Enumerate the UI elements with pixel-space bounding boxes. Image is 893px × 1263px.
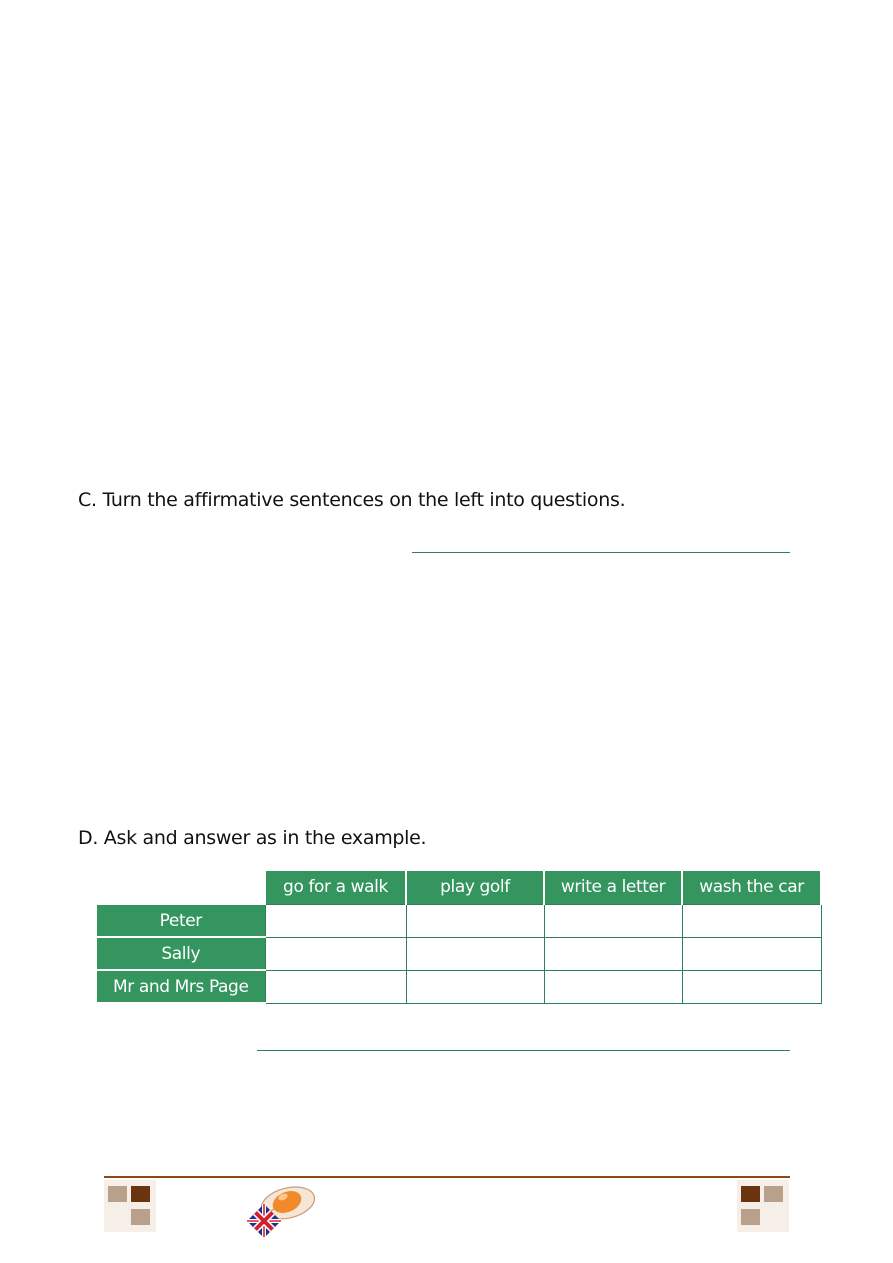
footer-rule bbox=[104, 1176, 790, 1178]
table-header-row bbox=[97, 871, 821, 904]
computer-mouse-with-uk-flag-icon bbox=[246, 1183, 318, 1237]
activity-table bbox=[97, 871, 822, 1004]
table-cell bbox=[544, 904, 682, 937]
table-row bbox=[97, 970, 821, 1003]
row-header: Peter bbox=[97, 904, 265, 937]
column-header: play golf bbox=[406, 871, 544, 904]
table-cell bbox=[265, 904, 406, 937]
table-row bbox=[97, 937, 821, 970]
table-cell bbox=[265, 937, 406, 970]
table-cell bbox=[544, 937, 682, 970]
row-header: Mr and Mrs Page bbox=[97, 970, 265, 1003]
row-header: Sally bbox=[97, 937, 265, 970]
table-corner-cell bbox=[97, 871, 265, 904]
exercise-d-divider-line bbox=[257, 1050, 790, 1051]
exercise-c-heading: C. Turn the affirmative sentences on the left into questions. bbox=[78, 489, 626, 511]
table-row bbox=[97, 904, 821, 937]
table-cell bbox=[682, 937, 821, 970]
table-cell bbox=[265, 970, 406, 1003]
exercise-d-heading: D. Ask and answer as in the example. bbox=[78, 827, 427, 849]
table-cell bbox=[544, 970, 682, 1003]
brown-squares-icon bbox=[104, 1180, 156, 1232]
column-header: go for a walk bbox=[265, 871, 406, 904]
table-cell bbox=[406, 970, 544, 1003]
brown-squares-icon bbox=[737, 1180, 789, 1232]
column-header: write a letter bbox=[544, 871, 682, 904]
table-cell bbox=[682, 970, 821, 1003]
exercise-c-divider-line bbox=[412, 552, 790, 553]
column-header: wash the car bbox=[682, 871, 821, 904]
table-cell bbox=[406, 937, 544, 970]
table-cell bbox=[406, 904, 544, 937]
table-cell bbox=[682, 904, 821, 937]
